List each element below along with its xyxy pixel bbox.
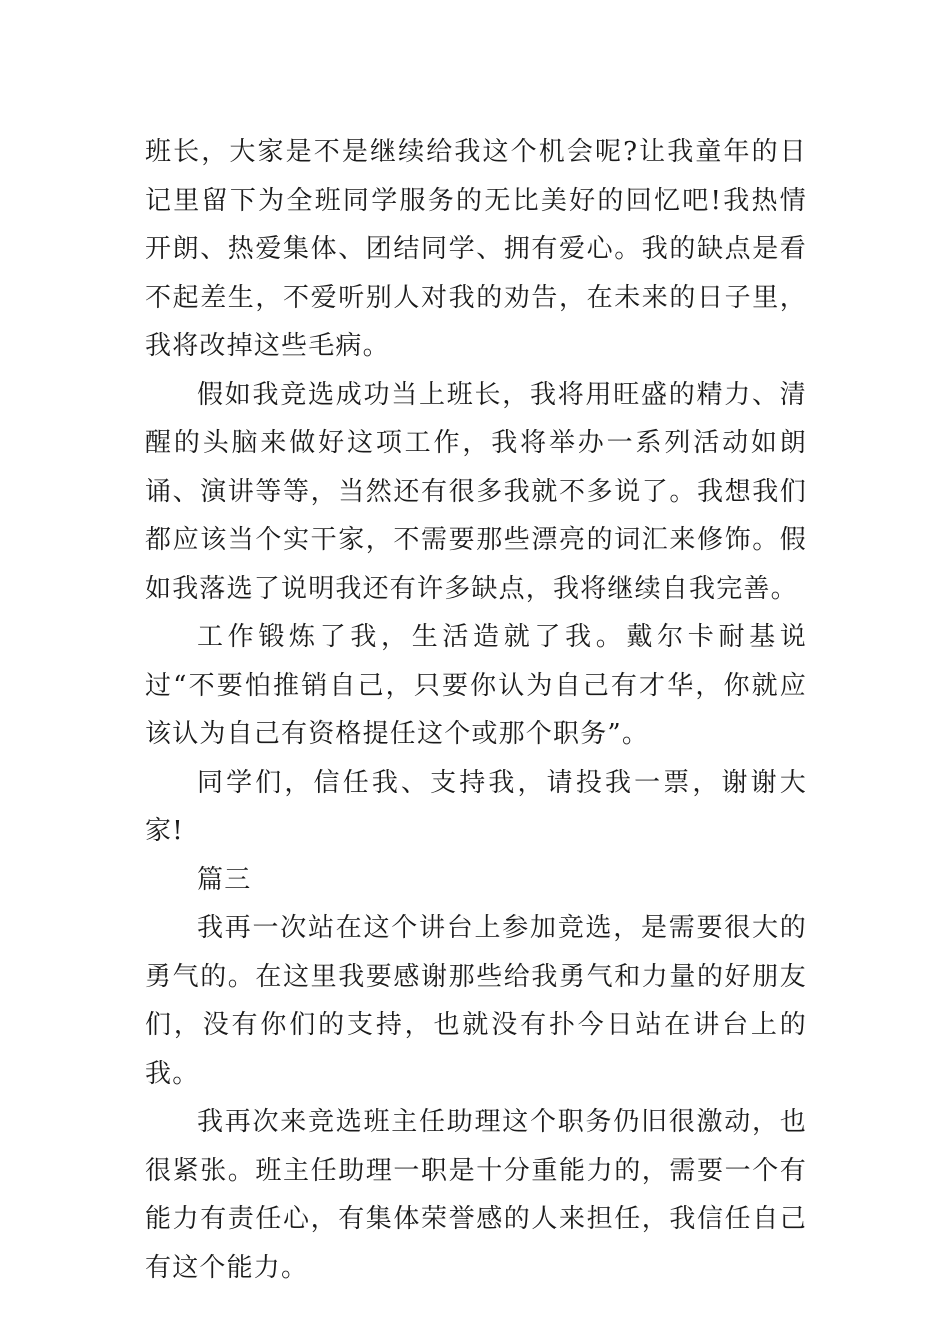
- paragraph-continued: 班长，大家是不是继续给我这个机会呢?让我童年的日记里留下为全班同学服务的无比美好的回忆吧!我热情开朗、热爱集体、团结同学、拥有爱心。我的缺点是看不起差生，不爱听别人对我的劝告，在未来的日子里，我将改掉这些毛病。: [145, 137, 807, 361]
- paragraph: 假如我竞选成功当上班长，我将用旺盛的精力、清醒的头脑来做好这项工作，我将举办一系列活动如朗诵、演讲等等，当然还有很多我就不多说了。我想我们都应该当个实干家，不需要那些漂亮的词汇来修饰。假如我落选了说明我还有许多缺点，我将继续自我完善。: [145, 379, 807, 604]
- section-heading: 篇三: [197, 864, 252, 895]
- document-body: [145, 128, 807, 1292]
- paragraph: 工作锻炼了我，生活造就了我。戴尔卡耐基说过“不要怕推销自己，只要你认为自己有才华，你就应该认为自己有资格提任这个或那个职务”。: [145, 622, 807, 749]
- paragraph: 同学们，信任我、支持我，请投我一票，谢谢大家!: [145, 767, 807, 846]
- paragraph: 我再一次站在这个讲台上参加竞选，是需要很大的勇气的。在这里我要感谢那些给我勇气和力量的好朋友们，没有你们的支持，也就没有扑今日站在讲台上的我。: [145, 913, 807, 1089]
- paragraph: 我再次来竞选班主任助理这个职务仍旧很激动，也很紧张。班主任助理一职是十分重能力的，需要一个有能力有责任心，有集体荣誉感的人来担任，我信任自己有这个能力。: [145, 1107, 807, 1283]
